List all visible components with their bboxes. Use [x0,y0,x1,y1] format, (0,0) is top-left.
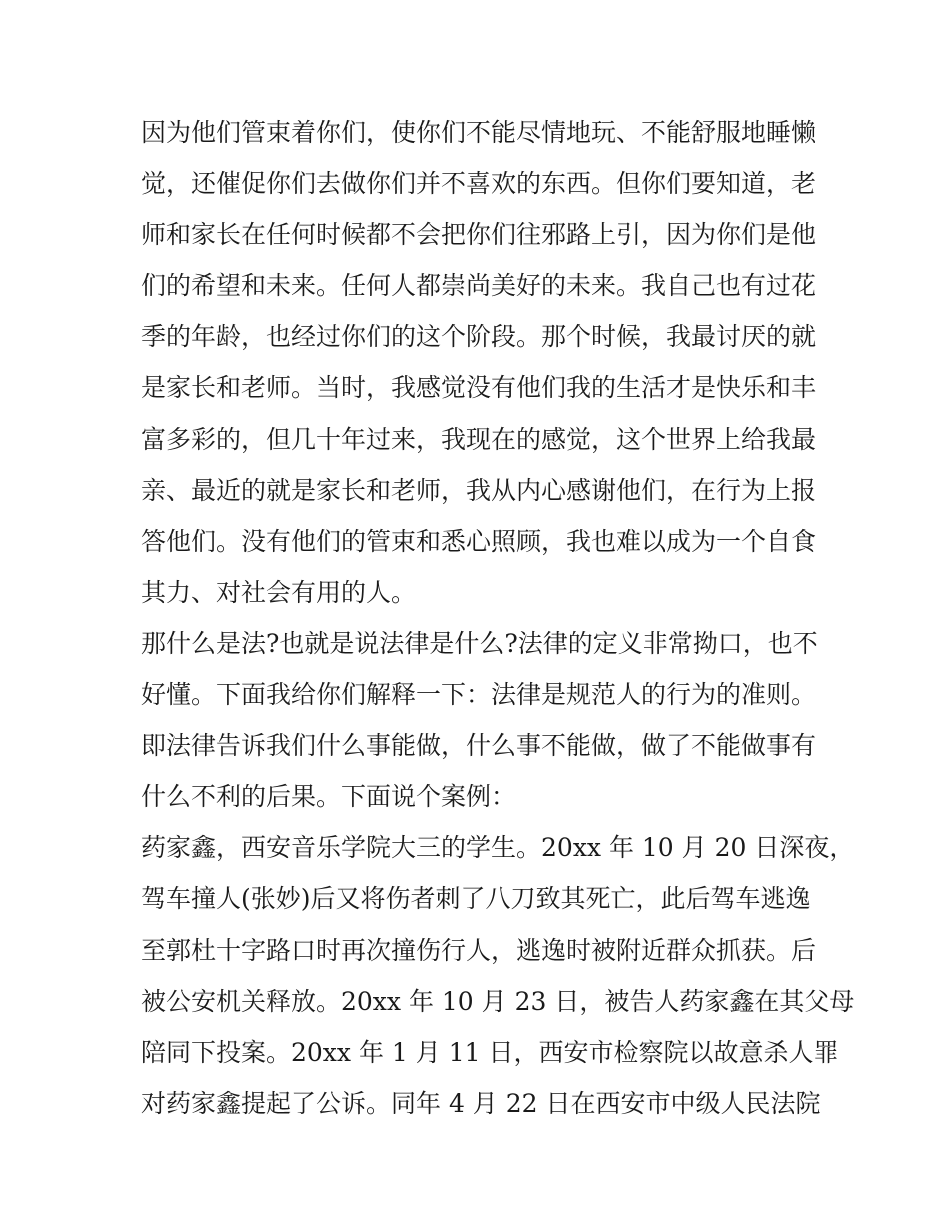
text-line: 那什么是法?也就是说法律是什么?法律的定义非常拗口，也不 [141,628,818,658]
text-line: 被公安机关释放。20xx 年 10 月 23 日，被告人药家鑫在其父母 [141,986,855,1016]
text-line: 驾车撞人(张妙)后又将伤者刺了八刀致其死亡，此后驾车逃逸 [141,884,811,914]
text-line: 对药家鑫提起了公诉。同年 4 月 22 日在西安市中级人民法院 [141,1088,821,1118]
text-line: 即法律告诉我们什么事能做，什么事不能做，做了不能做事有 [141,731,817,761]
body-text [141,107,855,1129]
text-line: 觉，还催促你们去做你们并不喜欢的东西。但你们要知道，老 [141,169,817,199]
text-line: 季的年龄，也经过你们的这个阶段。那个时候，我最讨厌的就 [141,322,817,352]
text-line: 富多彩的，但几十年过来，我现在的感觉，这个世界上给我最 [141,424,817,454]
text-line: 至郭杜十字路口时再次撞伤行人，逃逸时被附近群众抓获。后 [141,935,817,965]
text-line: 是家长和老师。当时，我感觉没有他们我的生活才是快乐和丰 [141,373,817,403]
text-line: 答他们。没有他们的管束和悉心照顾，我也难以成为一个自食 [141,526,817,556]
text-line: 亲、最近的就是家长和老师，我从内心感谢他们，在行为上报 [141,475,817,505]
text-line: 好懂。下面我给你们解释一下：法律是规范人的行为的准则。 [141,680,817,710]
text-line: 因为他们管束着你们，使你们不能尽情地玩、不能舒服地睡懒 [141,118,817,147]
text-line: 药家鑫，西安音乐学院大三的学生。20xx 年 10 月 20 日深夜， [141,833,855,863]
text-line: 陪同下投案。20xx 年 1 月 11 日，西安市检察院以故意杀人罪 [141,1037,839,1067]
text-line: 其力、对社会有用的人。 [141,577,417,607]
text-line: 什么不利的后果。下面说个案例： [141,782,517,812]
text-line: 师和家长在任何时候都不会把你们往邪路上引，因为你们是他 [141,220,817,250]
text-line: 们的希望和未来。任何人都崇尚美好的未来。我自己也有过花 [141,271,817,301]
